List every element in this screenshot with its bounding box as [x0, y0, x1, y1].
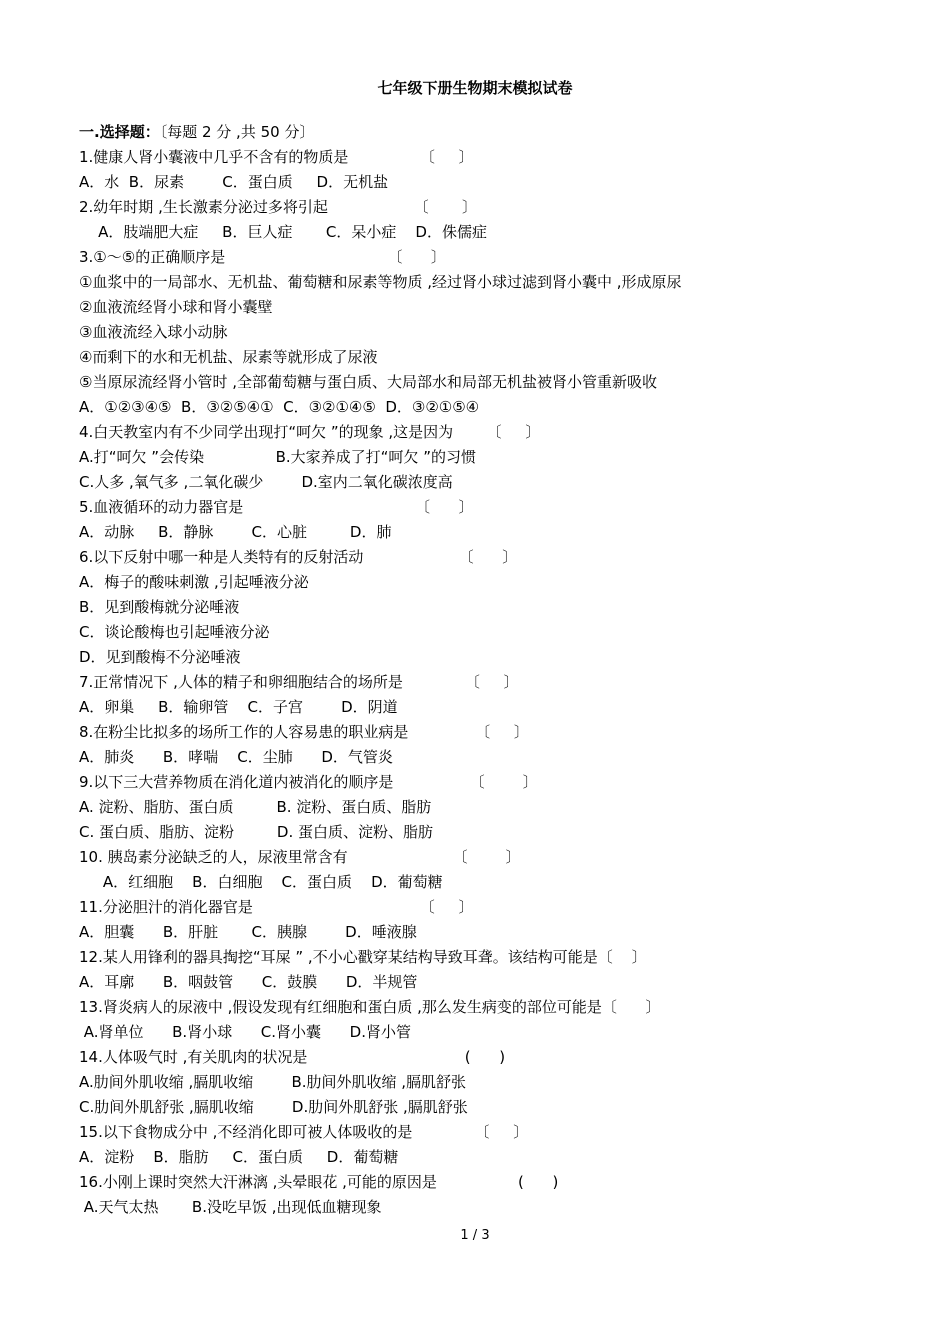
q10-stem: 10. 胰岛素分泌缺乏的人，尿液里常含有 〔 〕 [79, 848, 521, 866]
q11-options: A．胆囊 B．肝脏 C．胰腺 D．唾液腺 [79, 923, 417, 941]
q4-stem: 4.白天教室内有不少同学出现打“呵欠 ”的现象 ,这是因为 〔 〕 [79, 423, 541, 441]
q3-options: A．①②③④⑤ B．③②⑤④① C．③②①④⑤ D．③②①⑤④ [79, 398, 480, 416]
page-title: 七年级下册生物期末模拟试卷 [377, 79, 573, 97]
q6-stem: 6.以下反射中哪一种是人类特有的反射活动 〔 〕 [79, 548, 518, 566]
q14-stem: 14.人体吸气时 ,有关肌肉的状况是 ( ) [79, 1048, 506, 1066]
q12-stem: 12.某人用锋利的器具掏挖“耳屎 ” ,不小心戳穿某结构导致耳聋。该结构可能是〔 〕 [79, 948, 647, 966]
q3-step-3: ③血液流经入球小动脉 [79, 323, 228, 341]
q6-option-b: B．见到酸梅就分泌唾液 [79, 598, 240, 616]
q8-options: A．肺炎 B．哮喘 C．尘肺 D．气管炎 [79, 748, 393, 766]
q3-stem: 3.①～⑤的正确顺序是 〔 〕 [79, 248, 446, 266]
q7-options: A．卵巢 B．输卵管 C．子宫 D．阴道 [79, 698, 398, 716]
q4-options-cd: C.人多 ,氧气多 ,二氧化碳少 D.室内二氧化碳浓度高 [79, 473, 453, 491]
question-list [79, 120, 899, 1220]
q6-option-a: A．梅子的酸味刺激 ,引起唾液分泌 [79, 573, 309, 591]
section-heading-note: 〔每题 2 分 ,共 50 分〕 [159, 123, 315, 141]
q16-stem: 16.小刚上课时突然大汗淋漓 ,头晕眼花 ,可能的原因是 ( ) [79, 1173, 559, 1191]
q13-options: A.肾单位 B.肾小球 C.肾小囊 D.肾小管 [79, 1023, 411, 1041]
q15-stem: 15.以下食物成分中 ,不经消化即可被人体吸收的是 〔 〕 [79, 1123, 529, 1141]
q9-stem: 9.以下三大营养物质在消化道内被消化的顺序是 〔 〕 [79, 773, 538, 791]
q6-option-c: C．谈论酸梅也引起唾液分泌 [79, 623, 270, 641]
q5-options: A．动脉 B．静脉 C．心脏 D．肺 [79, 523, 392, 541]
q16-options: A.天气太热 B.没吃早饭 ,出现低血糖现象 [79, 1198, 382, 1216]
q14-options-ab: A.肋间外肌收缩 ,膈肌收缩 B.肋间外肌收缩 ,膈肌舒张 [79, 1073, 467, 1091]
q10-options: A．红细胞 B．白细胞 C．蛋白质 D．葡萄糖 [79, 873, 443, 891]
q7-stem: 7.正常情况下 ,人体的精子和卵细胞结合的场所是 〔 〕 [79, 673, 519, 691]
q11-stem: 11.分泌胆汁的消化器官是 〔 〕 [79, 898, 474, 916]
q1-options: A．水 B．尿素 C．蛋白质 D．无机盐 [79, 173, 389, 191]
q6-option-d: D．见到酸梅不分泌唾液 [79, 648, 241, 666]
section-heading-label: 一.选择题： [79, 123, 160, 141]
q3-step-1: ①血浆中的一局部水、无机盐、葡萄糖和尿素等物质 ,经过肾小球过滤到肾小囊中 ,形成原尿 [79, 273, 682, 291]
q9-options-ab: A. 淀粉、脂肪、蛋白质 B. 淀粉、蛋白质、脂肪 [79, 798, 432, 816]
q8-stem: 8.在粉尘比拟多的场所工作的人容易患的职业病是 〔 〕 [79, 723, 529, 741]
q13-stem: 13.肾炎病人的尿液中 ,假设发现有红细胞和蛋白质 ,那么发生病变的部位可能是〔 〕 [79, 998, 661, 1016]
q15-options: A．淀粉 B．脂肪 C．蛋白质 D．葡萄糖 [79, 1148, 399, 1166]
q2-stem: 2.幼年时期 ,生长激素分泌过多将引起 〔 〕 [79, 198, 478, 216]
q3-step-4: ④而剩下的水和无机盐、尿素等就形成了尿液 [79, 348, 378, 366]
q9-options-cd: C. 蛋白质、脂肪、淀粉 D. 蛋白质、淀粉、脂肪 [79, 823, 434, 841]
page-number: 1 / 3 [460, 1228, 490, 1243]
q2-options: A．肢端肥大症 B．巨人症 C．呆小症 D．侏儒症 [79, 223, 487, 241]
section-heading [79, 120, 899, 145]
q1-stem: 1.健康人肾小囊液中几乎不含有的物质是 〔 〕 [79, 148, 474, 166]
q5-stem: 5.血液循环的动力器官是 〔 〕 [79, 498, 474, 516]
q3-step-5: ⑤当原尿流经肾小管时 ,全部葡萄糖与蛋白质、大局部水和局部无机盐被肾小管重新吸收 [79, 373, 657, 391]
q14-options-cd: C.肋间外肌舒张 ,膈肌收缩 D.肋间外肌舒张 ,膈肌舒张 [79, 1098, 468, 1116]
q12-options: A．耳廓 B．咽鼓管 C．鼓膜 D．半规管 [79, 973, 418, 991]
q3-step-2: ②血液流经肾小球和肾小囊壁 [79, 298, 273, 316]
q4-options-ab: A.打“呵欠 ”会传染 B.大家养成了打“呵欠 ”的习惯 [79, 448, 476, 466]
